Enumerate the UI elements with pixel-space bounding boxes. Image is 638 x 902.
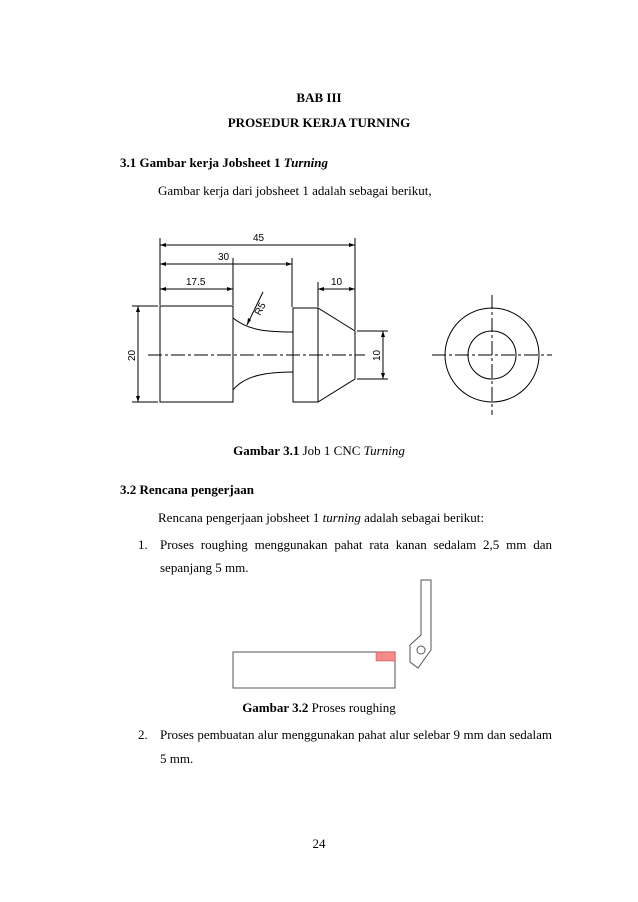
dim-20: 20 <box>127 349 138 361</box>
dim-10-top: 10 <box>331 277 343 288</box>
list-item-1-number: 1. <box>138 537 148 552</box>
list-item-2-line1: Proses pembuatan alur menggunakan pahat alur selebar 9 mm dan sedalam <box>160 727 552 742</box>
section-2-intro-prefix: Rencana pengerjaan jobsheet 1 <box>158 510 323 525</box>
section-1-heading-text: 3.1 Gambar kerja Jobsheet 1 <box>120 155 284 170</box>
chapter-title: PROSEDUR KERJA TURNING <box>227 115 411 130</box>
section-2-intro-italic: turning <box>322 510 361 525</box>
figure-1-caption-text: Job 1 CNC <box>302 443 364 458</box>
dim-17-5: 17.5 <box>186 277 206 288</box>
list-item-1-line1: Proses roughing menggunakan pahat rata kanan sedalam 2,5 mm dan <box>160 537 552 552</box>
workpiece <box>233 652 395 688</box>
chapter-label: BAB III <box>296 90 342 105</box>
page-number: 24 <box>312 836 326 851</box>
section-1-heading-italic: Turning <box>283 155 329 170</box>
dim-r5: R5 <box>252 300 269 318</box>
list-item-2-line2: 5 mm. <box>160 751 194 766</box>
section-2-heading: 3.2 Rencana pengerjaan <box>120 482 254 497</box>
list-item-1-line2: sepanjang 5 mm. <box>160 560 249 575</box>
figure-2-caption-text: Proses roughing <box>311 700 396 715</box>
section-1-intro: Gambar kerja dari jobsheet 1 adalah sebagai berikut, <box>158 183 432 198</box>
figure-2-caption <box>0 700 638 716</box>
figure-2-caption-label: Gambar 3.2 <box>242 700 309 715</box>
cut-area <box>376 652 395 661</box>
dim-10-side: 10 <box>372 349 383 361</box>
dim-45: 45 <box>253 233 265 244</box>
cutting-tool <box>410 580 431 668</box>
dim-30: 30 <box>218 252 230 263</box>
section-2-intro-suffix: adalah sebagai berikut: <box>360 510 484 525</box>
list-item-2-number: 2. <box>138 727 148 742</box>
figure-1-caption-label: Gambar 3.1 <box>233 443 300 458</box>
figure-1-caption-italic: Turning <box>363 443 405 458</box>
